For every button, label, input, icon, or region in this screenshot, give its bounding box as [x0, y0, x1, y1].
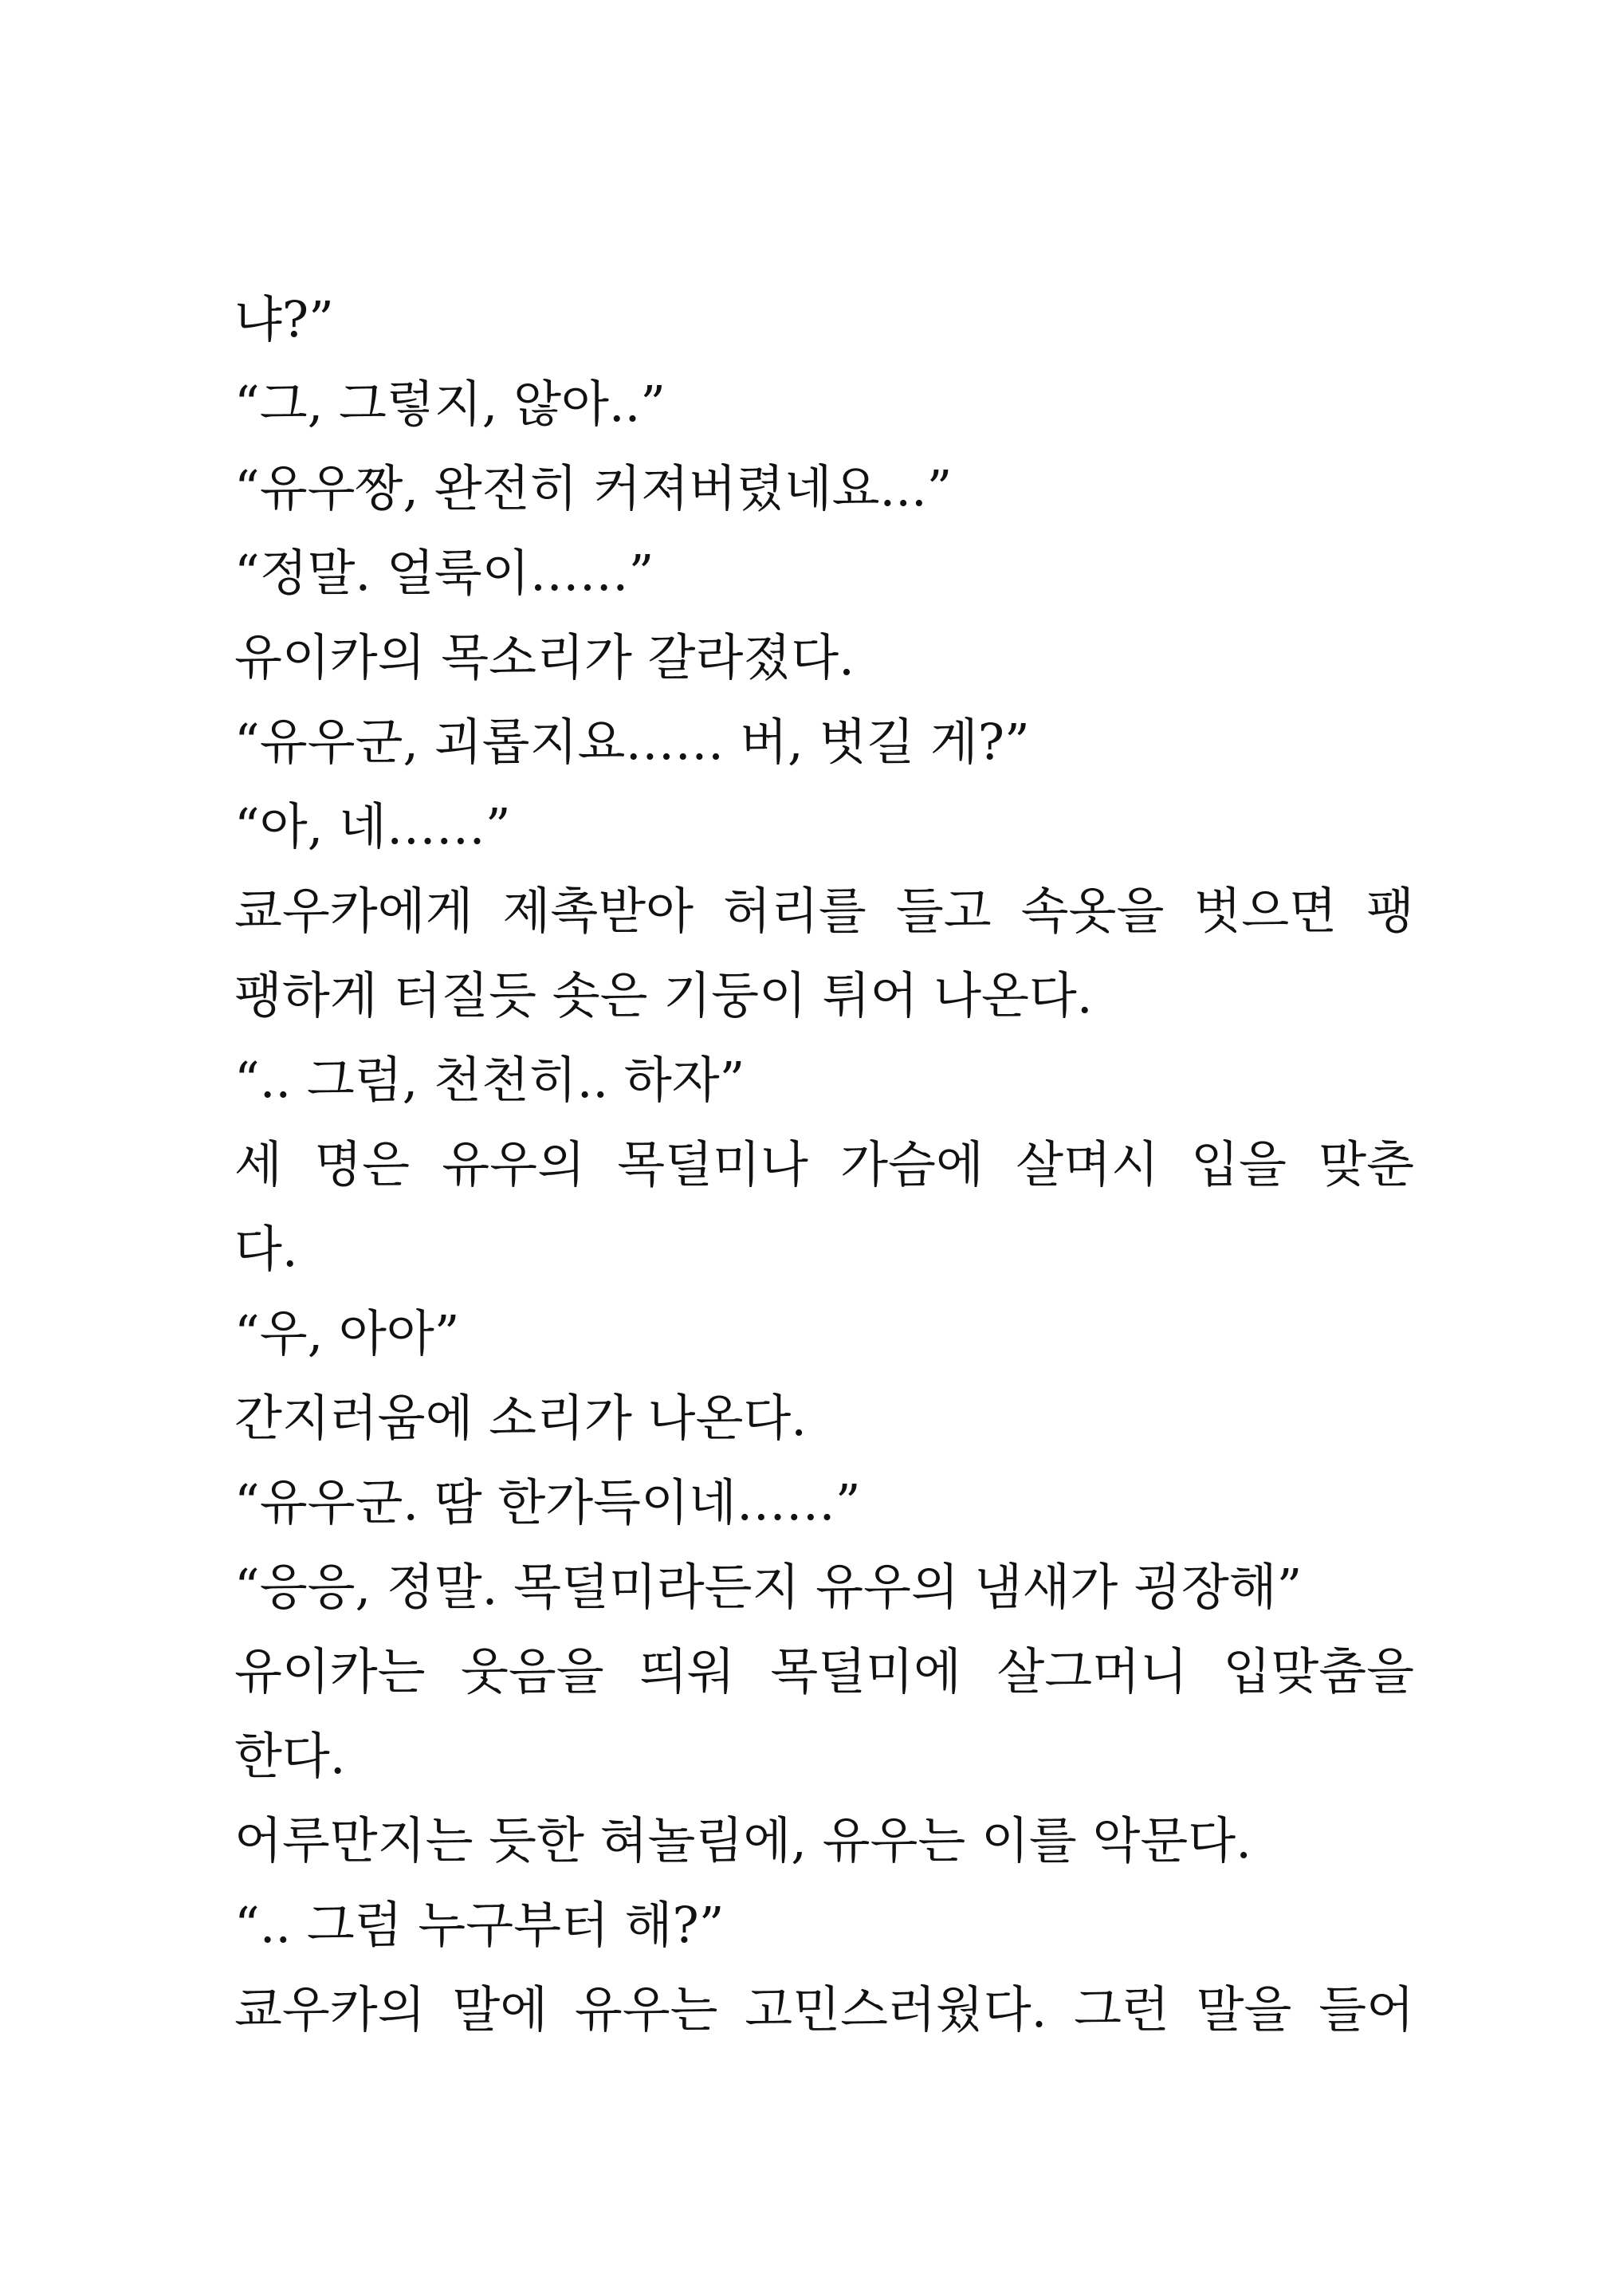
text-line: 유이카의 목소리가 갈라졌다.	[234, 628, 855, 686]
text-line: 한다.	[234, 1727, 346, 1785]
text-line: “우, 아아”	[234, 1304, 460, 1362]
text-line: 팽하게 터질듯 솟은 기둥이 튀어 나온다.	[234, 966, 1093, 1024]
text-line: 쿄우카의 말에 유우는 고민스러웠다. 그런 말을 들어	[234, 1980, 1414, 2038]
text-line: 세 명은 유우의 목덜미나 가슴에 살며시 입을 맞춘	[234, 1135, 1414, 1193]
text-line: 다.	[234, 1220, 298, 1278]
text-line: “응응, 정말. 목덜미라든지 유우의 냄새가 굉장해”	[234, 1558, 1303, 1616]
text-line: 간지러움에 소리가 나온다.	[234, 1389, 807, 1447]
text-line: “.. 그럼, 천천히.. 하자”	[234, 1051, 745, 1109]
text-line: “.. 그럼 누구부터 해?”	[234, 1896, 725, 1954]
body-text	[234, 277, 1414, 2052]
text-line: “유우짱, 완전히 커져버렸네요...”	[234, 459, 953, 517]
text-line: 어루만지는 듯한 혀놀림에, 유우는 이를 악문다.	[234, 1811, 1252, 1869]
text-line: “정말. 얼룩이……”	[234, 544, 654, 602]
text-line: 쿄우카에게 제촉받아 허리를 들고 속옷을 벗으면 팽	[234, 882, 1414, 940]
text-line: “아, 네……”	[234, 797, 511, 855]
text-line: 유이카는 웃음을 띄워 목덜미에 살그머니 입맞춤을	[234, 1642, 1414, 1700]
text-line: 냐?”	[234, 290, 334, 348]
text-line: “유우군, 괴롭지요…… 버, 벗길 게?”	[234, 713, 1030, 771]
text-line: “그, 그렇지, 않아..”	[234, 375, 666, 433]
text-line: “유우군. 땀 한가득이네……”	[234, 1473, 861, 1531]
